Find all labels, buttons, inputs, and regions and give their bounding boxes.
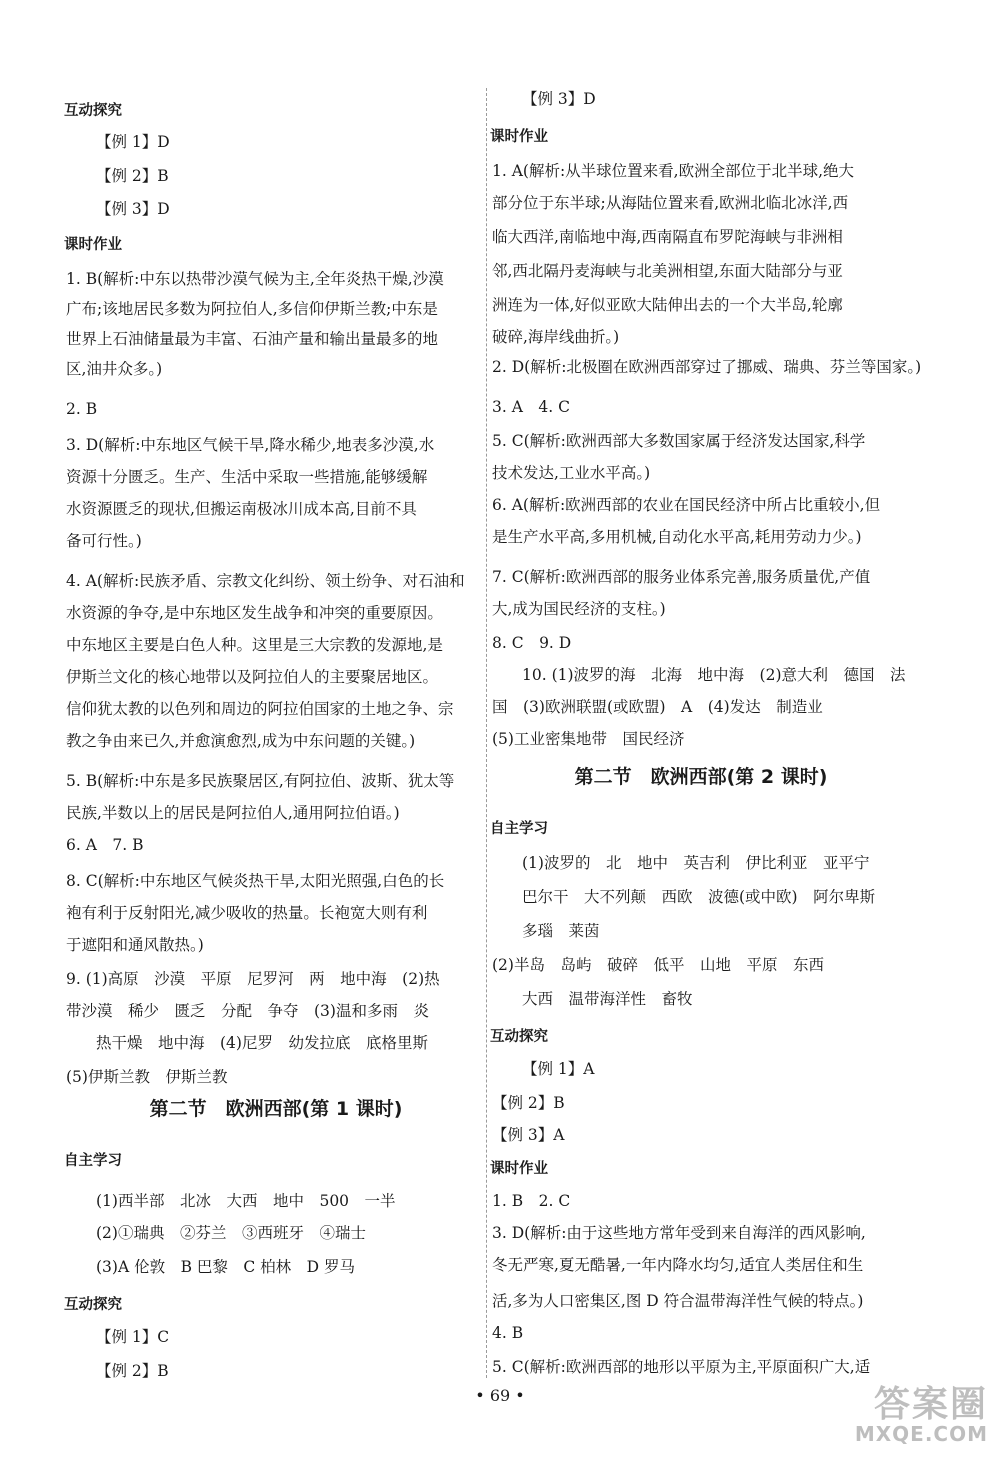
- text-line: 10. (1)波罗的海 北海 地中海 (2)意大利 德国 法: [522, 666, 906, 684]
- text-line: 5. C(解析:欧洲西部的地形以平原为主,平原面积广大,适: [492, 1358, 871, 1376]
- text-line: (5)工业密集地带 国民经济: [492, 730, 685, 748]
- text-line: 部分位于东半球;从海陆位置来看,欧洲北临北冰洋,西: [492, 194, 849, 212]
- text-line: 备可行性。): [66, 532, 142, 550]
- text-line: 区,油井众多。): [66, 360, 163, 378]
- text-line: 资源十分匮乏。生产、生活中采取一些措施,能够缓解: [66, 468, 428, 486]
- text-line: 【例 1】A: [522, 1060, 595, 1078]
- text-line: 大西 温带海洋性 畜牧: [522, 990, 693, 1008]
- text-line: 【例 3】D: [522, 90, 596, 108]
- text-line: 4. A(解析:民族矛盾、宗教文化纠纷、领土纷争、对石油和: [66, 572, 465, 590]
- text-line: 5. B(解析:中东是多民族聚居区,有阿拉伯、波斯、犹太等: [66, 772, 455, 790]
- text-line: 2. D(解析:北极圈在欧洲西部穿过了挪威、瑞典、芬兰等国家。): [492, 358, 922, 376]
- lesson-title: 第二节 欧洲西部(第 2 课时): [574, 766, 828, 788]
- text-line: 9. (1)高原 沙漠 平原 尼罗河 两 地中海 (2)热: [66, 970, 440, 988]
- section-heading: 课时作业: [64, 237, 122, 253]
- text-line: 【例 3】A: [492, 1126, 565, 1144]
- text-line: 洲连为一体,好似亚欧大陆伸出去的一个大半岛,轮廓: [492, 296, 843, 314]
- text-line: (3)A 伦敦 B 巴黎 C 柏林 D 罗马: [96, 1258, 356, 1276]
- page-number: • 69 •: [475, 1386, 525, 1405]
- text-line: 民族,半数以上的居民是阿拉伯人,通用阿拉伯语。): [66, 804, 400, 822]
- text-line: 1. B(解析:中东以热带沙漠气候为主,全年炎热干燥,沙漠: [66, 270, 444, 288]
- text-line: 3. A 4. C: [492, 398, 570, 416]
- text-line: 3. D(解析:由于这些地方常年受到来自海洋的西风影响,: [492, 1224, 866, 1242]
- text-line: 袍有利于反射阳光,减少吸收的热量。长袍宽大则有利: [66, 904, 428, 922]
- section-heading: 互动探究: [64, 103, 122, 119]
- text-line: (2)①瑞典 ②芬兰 ③西班牙 ④瑞士: [96, 1224, 366, 1242]
- text-line: 破碎,海岸线曲折。): [492, 328, 620, 346]
- text-line: 【例 2】B: [96, 167, 169, 185]
- text-line: 1. B 2. C: [492, 1192, 571, 1210]
- text-line: 教之争由来已久,并愈演愈烈,成为中东问题的关键。): [66, 732, 416, 750]
- text-line: 8. C 9. D: [492, 634, 572, 652]
- text-line: 5. C(解析:欧洲西部大多数国家属于经济发达国家,科学: [492, 432, 866, 450]
- section-heading: 课时作业: [490, 129, 548, 145]
- text-line: 伊斯兰文化的核心地带以及阿拉伯人的主要聚居地区。: [66, 668, 439, 686]
- text-line: 临大西洋,南临地中海,西南隔直布罗陀海峡与非洲相: [492, 228, 843, 246]
- text-line: 水资源的争夺,是中东地区发生战争和冲突的重要原因。: [66, 604, 443, 622]
- watermark-top-text: 答案圈: [873, 1384, 988, 1425]
- text-line: 多瑙 莱茵: [522, 922, 600, 940]
- section-heading: 互动探究: [490, 1029, 548, 1045]
- text-line: 1. A(解析:从半球位置来看,欧洲全部位于北半球,绝大: [492, 162, 855, 180]
- watermark-logo: [788, 1376, 988, 1456]
- text-line: 国 (3)欧洲联盟(或欧盟) A (4)发达 制造业: [492, 698, 823, 716]
- section-heading: 自主学习: [490, 821, 548, 837]
- text-line: (2)半岛 岛屿 破碎 低平 山地 平原 东西: [492, 956, 824, 974]
- text-line: 带沙漠 稀少 匮乏 分配 争夺 (3)温和多雨 炎: [66, 1002, 429, 1020]
- text-line: 中东地区主要是白色人种。这里是三大宗教的发源地,是: [66, 636, 443, 654]
- text-line: 是生产水平高,多用机械,自动化水平高,耗用劳动力少。): [492, 528, 862, 546]
- text-line: 8. C(解析:中东地区气候炎热干旱,太阳光照强,白色的长: [66, 872, 445, 890]
- text-line: 广布;该地居民多数为阿拉伯人,多信仰伊斯兰教;中东是: [66, 300, 438, 318]
- text-line: 热干燥 地中海 (4)尼罗 幼发拉底 底格里斯: [96, 1034, 428, 1052]
- text-line: 于遮阳和通风散热。): [66, 936, 204, 954]
- text-line: 信仰犹太教的以色列和周边的阿拉伯国家的土地之争、宗: [66, 700, 454, 718]
- text-line: (1)波罗的 北 地中 英吉利 伊比利亚 亚平宁: [522, 854, 870, 872]
- text-line: 4. B: [492, 1324, 524, 1342]
- section-heading: 课时作业: [490, 1161, 548, 1177]
- text-line: 6. A(解析:欧洲西部的农业在国民经济中所占比重较小,但: [492, 496, 881, 514]
- text-line: 世界上石油储量最为丰富、石油产量和输出量最多的地: [66, 330, 439, 348]
- text-line: 技术发达,工业水平高。): [492, 464, 651, 482]
- section-heading: 互动探究: [64, 1297, 122, 1313]
- lesson-title: 第二节 欧洲西部(第 1 课时): [149, 1098, 403, 1120]
- text-line: 【例 3】D: [96, 200, 170, 218]
- text-line: 6. A 7. B: [66, 836, 144, 854]
- section-heading: 自主学习: [64, 1153, 122, 1169]
- text-line: 邻,西北隔丹麦海峡与北美洲相望,东面大陆部分与亚: [492, 262, 843, 280]
- column-divider: [486, 88, 487, 1378]
- text-line: 3. D(解析:中东地区气候干旱,降水稀少,地表多沙漠,水: [66, 436, 435, 454]
- text-line: 2. B: [66, 400, 98, 418]
- text-line: (1)西半部 北冰 大西 地中 500 一半: [96, 1192, 396, 1210]
- text-line: 【例 1】C: [96, 1328, 170, 1346]
- text-line: 大,成为国民经济的支柱。): [492, 600, 666, 618]
- watermark-bottom-text: MXQE.COM: [854, 1422, 988, 1446]
- text-line: 【例 2】B: [492, 1094, 565, 1112]
- text-line: 冬无严寒,夏无酷暑,一年内降水均匀,适宜人类居住和生: [492, 1256, 864, 1274]
- text-line: 水资源匮乏的现状,但搬运南极冰川成本高,目前不具: [66, 500, 417, 518]
- text-line: 【例 1】D: [96, 133, 170, 151]
- text-line: 7. C(解析:欧洲西部的服务业体系完善,服务质量优,产值: [492, 568, 871, 586]
- text-line: 活,多为人口密集区,图 D 符合温带海洋性气候的特点。): [492, 1292, 864, 1310]
- text-line: 【例 2】B: [96, 1362, 169, 1380]
- text-line: (5)伊斯兰教 伊斯兰教: [66, 1068, 228, 1086]
- text-line: 巴尔干 大不列颠 西欧 波德(或中欧) 阿尔卑斯: [522, 888, 876, 906]
